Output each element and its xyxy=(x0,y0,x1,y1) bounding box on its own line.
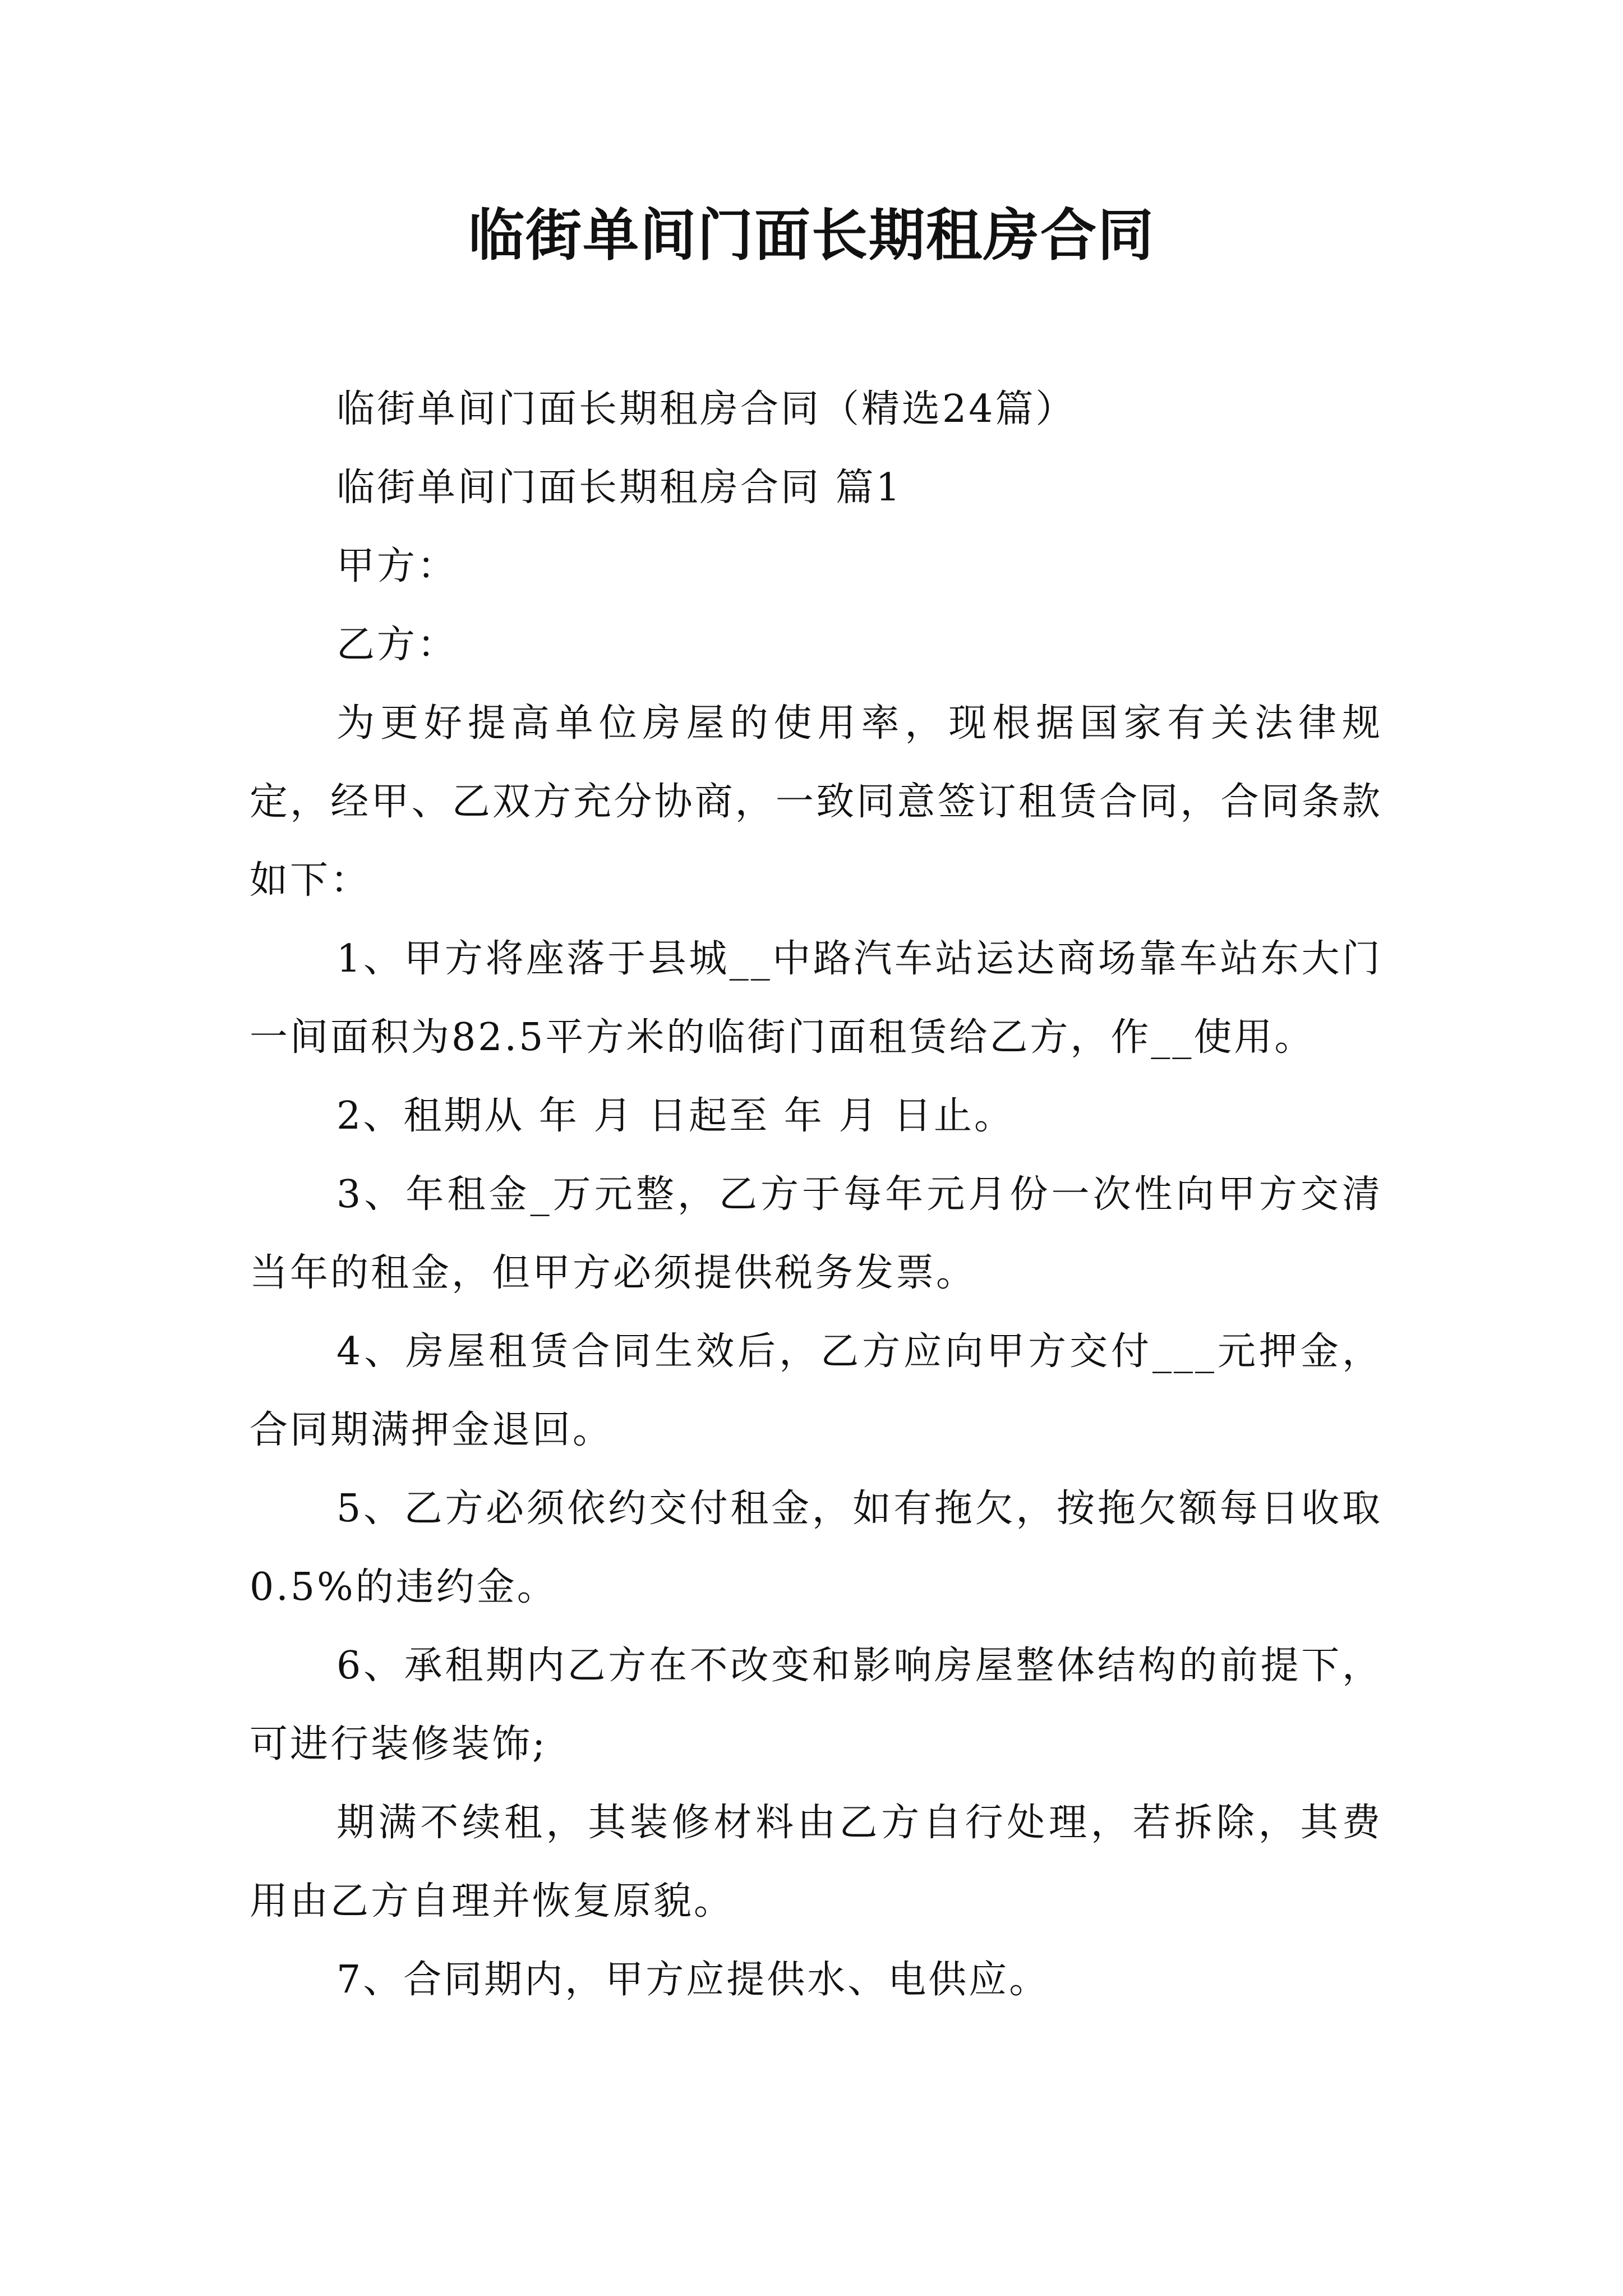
paragraph-clause-2: 2、租期从 年 月 日起至 年 月 日止。 xyxy=(336,1094,1015,1138)
paragraph-clause-6: 6、承租期内乙方在不改变和影响房屋整体结构的前提下，可进行装修装饰; xyxy=(250,1644,1382,1766)
paragraph-subtitle: 临街单间门面长期租房合同（精选24篇） xyxy=(336,387,1076,431)
paragraph-clause-5: 5、乙方必须依约交付租金，如有拖欠，按拖欠额每日收取0.5%的违约金。 xyxy=(250,1487,1382,1609)
document-title: 临街单间门面长期租房合同 xyxy=(468,203,1155,268)
paragraph-party-a: 甲方： xyxy=(336,544,458,588)
paragraph-party-b: 乙方： xyxy=(336,623,458,667)
paragraph-clause-1: 1、甲方将座落于县城__中路汽车站运达商场靠车站东大门一间面积为82.5平方米的临街门面租赁给乙方，作__使用。 xyxy=(250,937,1382,1060)
paragraph-clause-6-continued: 期满不续租，其装修材料由乙方自行处理，若拆除，其费用由乙方自理并恢复原貌。 xyxy=(250,1801,1382,1924)
paragraph-section-heading: 临街单间门面长期租房合同 篇1 xyxy=(336,466,902,510)
paragraph-clause-3: 3、年租金_万元整，乙方于每年元月份一次性向甲方交清当年的租金，但甲方必须提供税务发票。 xyxy=(250,1172,1382,1295)
paragraph-clause-4: 4、房屋租赁合同生效后，乙方应向甲方交付___元押金，合同期满押金退回。 xyxy=(250,1329,1382,1452)
paragraph-preamble: 为更好提高单位房屋的使用率，现根据国家有关法律规定，经甲、乙双方充分协商，一致同意签订租赁合同，合同条款如下： xyxy=(250,701,1382,903)
paragraph-clause-7: 7、合同期内，甲方应提供水、电供应。 xyxy=(336,1958,1050,2002)
document-body xyxy=(250,370,1382,2019)
